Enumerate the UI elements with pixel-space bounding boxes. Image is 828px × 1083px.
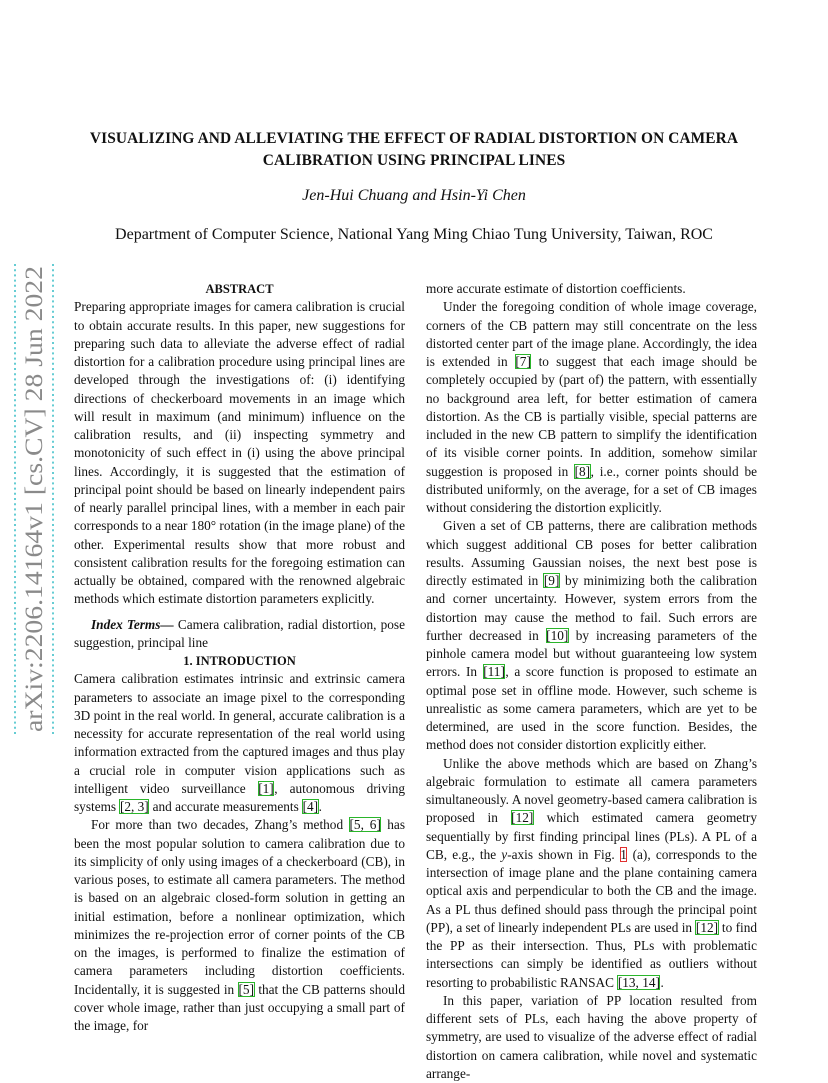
citation-link[interactable]: [10] [546,627,569,643]
citation-link[interactable]: [8] [574,463,591,479]
intro-paragraph-2: For more than two decades, Zhang’s method [5, 6] has been the most popular solution to camera calibration due to its simplicity of only using images of a checkerboard (CB), in various poses, to estimate all camera parameters. The method is based on an algebraic closed-form solution in getting an initial estimation, before a nonlinear optimization, which minimizes the re-projection error of corner points of the CB on the images, is performed to finalize the estimation of camera parameters including distortion coefficients. Incidentally, it is suggested in [5] that the CB patterns should cover whole image, rather than just occupying a small part of the image, for [74,817,405,1033]
affiliation: Department of Computer Science, National Yang Ming Chiao Tung University, Taiwan, ROC [115,226,713,243]
paper-title [60,128,768,172]
abstract-heading: ABSTRACT [205,282,274,296]
citation-link[interactable]: [9] [543,573,560,588]
title-line-1: VISUALIZING AND ALLEVIATING THE EFFECT OF RADIAL DISTORTION ON CAMERA [89,130,739,147]
math-symbol: y [501,846,508,862]
index-terms [74,616,405,653]
right-column [426,280,757,1083]
abstract-text: Preparing appropriate images for camera calibration is crucial to obtain accurate results. In this paper, new suggestions for preparing such data to alleviate the adverse effect of radial distortion for a calibration procedure using principal lines are developed through the investigations of: (i) identifying directions of checkerboard movements in an image which will result in maximum (and minimum) influence on the calibration results, and (ii) inspecting symmetry and monotonicity of such effect in (i) using the above principal lines. Accordingly, it is suggested that the estimation of principal point should be based on linearly independent pairs of nearly parallel principal lines, with a member in each pair corresponds to a near 180° rotation (in the image plane) of the other. Experimental results show that more robust and consistent calibration results for the foregoing estimation can actually be obtained, compared with the renowned algebraic methods which estimate distortion parameters explicitly. [74,299,405,607]
citation-link[interactable]: [4] [302,799,319,814]
right-paragraph-3: Unlike the above methods which are based on Zhang’s algebraic formulation to estimate all camera parameters simultaneously. A novel geometry-based camera calibration is proposed in [12] which estimated camera geometry sequentially by first finding principal lines (PLs). A PL of a CB, e.g., the y-axis shown in Fig. 1 (a), corresponds to the intersection of image plane and the plane containing camera optical axis and perpendicular to both the CB and the image. As a PL thus defined should pass through the principal point (PP), a set of linearly independent PLs are used in [12] to find the PP as their intersection. Thus, PLs with problematic intersections can simply be identified as outliers without resorting to probabilistic RANSAC [13, 14]. [426,755,757,990]
index-terms-label: Index Terms— [91,616,174,632]
citation-link[interactable]: [2, 3] [119,799,149,814]
citation-link[interactable]: [12] [511,810,534,826]
intro-paragraph-1: Camera calibration estimates intrinsic and extrinsic camera parameters to associate an image pixel to the corresponding 3D point in the real world. In general, accurate calibration is a necessity for accurate representation of the real world using information extracted from the captured images and thus play a crucial role in computer vision applications such as intelligent video surveillance [1], autonomous driving systems [2, 3] and accurate measurements [4]. [74,671,406,814]
authors: Jen-Hui Chuang and Hsin-Yi Chen [302,187,526,204]
left-column [74,280,405,1035]
citation-link[interactable]: [13, 14] [617,974,660,990]
figure-link[interactable]: 1 [620,846,627,862]
right-paragraph-4: In this paper, variation of PP location resulted from different sets of PLs, each having the above property of symmetry, are used to visualize of the adverse effect of radial distortion on camera calibration, while novel and systematic arrange- [426,992,757,1081]
right-paragraph-1: Under the foregoing condition of whole image coverage, corners of the CB pattern may still concentrate on the less distorted center part of the image plane. Accordingly, the idea is extended in [7] to suggest that each image should be completely occupied by (part of) the pattern, with essentially no background area left, for better estimation of camera distortion. As the CB is partially visible, special patterns are included in the new CB pattern to simplify the identification of its visible corner points. In addition, somehow similar suggestion is proposed in [8], i.e., corner points should be distributed uniformly, on the average, for a set of CB images without considering the distortion explicitly. [426,299,757,515]
title-line-2: CALIBRATION USING PRINCIPAL LINES [262,152,566,169]
citation-link[interactable]: [12] [695,919,719,935]
citation-link[interactable]: [1] [258,780,274,796]
citation-link[interactable]: [5] [238,981,255,997]
citation-link[interactable]: [5, 6] [349,817,381,833]
intro-heading: 1. INTRODUCTION [183,654,296,668]
right-paragraph-2: Given a set of CB patterns, there are calibration methods which suggest additional CB poses for better calibration results. Assuming Gaussian noises, the next best pose is directly estimated in [9] by minimizing both the calibration and corner uncertainty. However, system errors from the distortion may cause the method to fail. Such errors are further decreased in [10] by increasing parameters of the pinhole camera model but without guaranteeing low system errors. In [11], a score function is proposed to estimate an optimal pose set in offline mode. However, such scheme is unrealistic as some camera parameters, which are yet to be determined, are used in the score function. Besides, the method does not consider distortion explicitly either. [426,518,757,753]
arxiv-stamp [14,262,54,737]
index-terms-text: Camera calibration, radial distortion, pose suggestion, principal line [74,616,405,650]
arxiv-stamp-text: arXiv:2206.14164v1 [cs.CV] 28 Jun 2022 [21,311,48,732]
right-paragraph-0: more accurate estimate of distortion coefficients. [426,281,686,296]
citation-link[interactable]: [11] [483,664,505,680]
citation-link[interactable]: [7] [515,354,531,369]
